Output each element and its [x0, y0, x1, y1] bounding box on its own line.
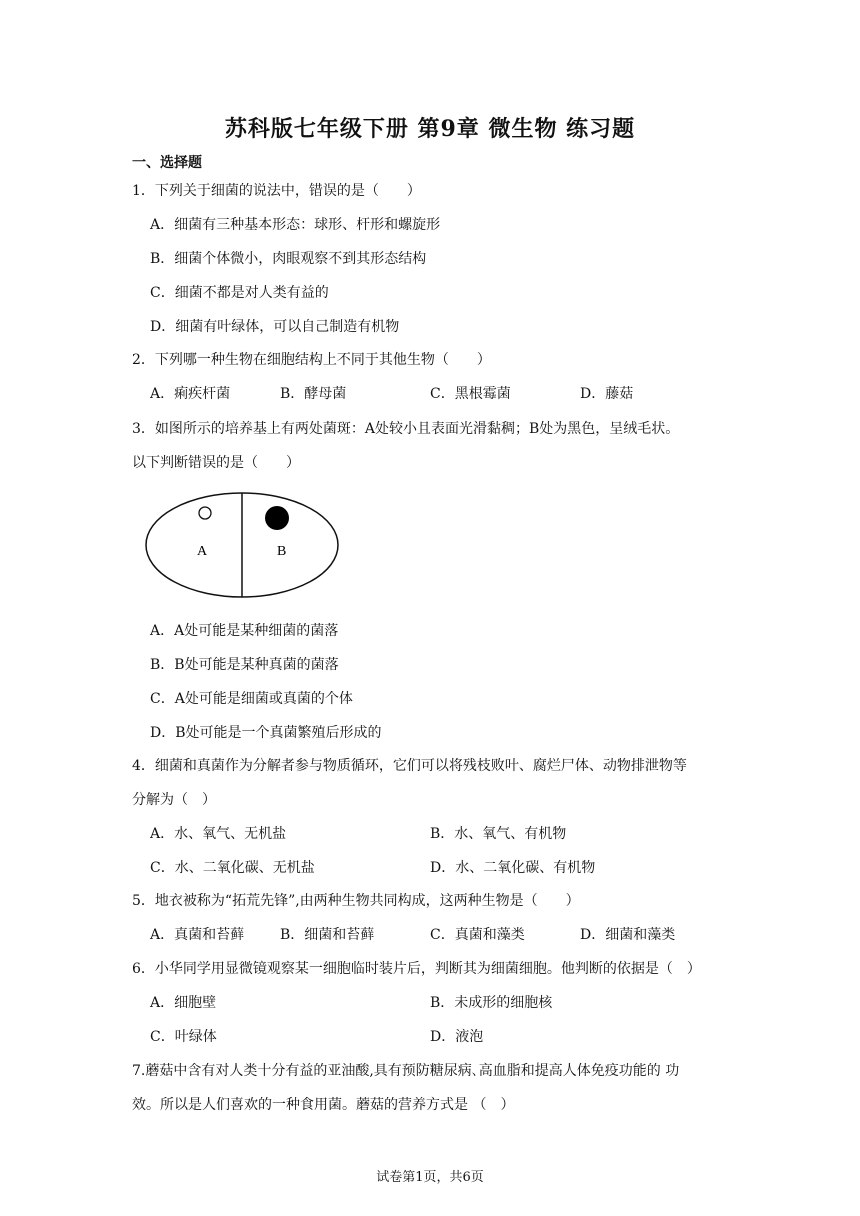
question-1-stem: 1．下列关于细菌的说法中，错误的是（ ）	[132, 183, 421, 199]
colony-a	[199, 507, 211, 519]
question-4-option-c: C．水、二氧化碳、无机盐	[150, 860, 315, 876]
question-3-stem-line-2: 以下判断错误的是（ ）	[132, 455, 300, 471]
question-5-option-b: B．细菌和苔藓	[280, 927, 375, 943]
question-6-option-b: B．未成形的细胞核	[430, 995, 553, 1011]
question-6-option-d: D．液泡	[430, 1029, 484, 1045]
question-3-stem-line-1: 3．如图所示的培养基上有两处菌斑：A处较小且表面光滑黏稠；B处为黑色，呈绒毛状。	[132, 421, 680, 437]
question-4-option-a: A．水、氧气、无机盐	[150, 826, 287, 842]
question-3-option-a: A．A处可能是某种细菌的菌落	[150, 623, 339, 639]
question-4-option-d: D．水、二氧化碳、有机物	[430, 860, 596, 876]
petri-dish-diagram	[142, 489, 342, 607]
question-5-stem: 5．地衣被称为“拓荒先锋”,由两种生物共同构成，这两种生物是（ ）	[132, 893, 580, 909]
question-1-option-d: D．细菌有叶绿体，可以自己制造有机物	[150, 319, 400, 335]
question-4-stem-line-1: 4．细菌和真菌作为分解者参与物质循环，它们可以将残枝败叶、腐烂尸体、动物排泄物等	[132, 758, 687, 774]
label-b: B	[277, 544, 287, 559]
question-2-option-b: B．酵母菌	[280, 386, 347, 402]
page-footer: 试卷第1页，共6页	[376, 1170, 484, 1185]
label-a: A	[197, 544, 208, 559]
question-1-option-c: C．细菌不都是对人类有益的	[150, 285, 329, 301]
question-1-option-b: B．细菌个体微小，肉眼观察不到其形态结构	[150, 251, 427, 267]
question-2-stem: 2．下列哪一种生物在细胞结构上不同于其他生物（ ）	[132, 352, 491, 368]
question-4-option-b: B．水、氧气、有机物	[430, 826, 567, 842]
question-2-option-a: A．痢疾杆菌	[150, 386, 231, 402]
question-3-option-d: D．B处可能是一个真菌繁殖后形成的	[150, 725, 382, 741]
question-7-stem-line-2: 效。所以是人们喜欢的一种食用菌。蘑菇的营养方式是 （ ）	[132, 1097, 515, 1113]
question-6-option-c: C．叶绿体	[150, 1029, 217, 1045]
colony-b	[265, 506, 289, 530]
page-title: 苏科版七年级下册 第9章 微生物 练习题	[224, 116, 636, 142]
question-7-stem-line-1: 7.蘑菇中含有对人类十分有益的亚油酸,具有预防糖尿病､高血脂和提高人体免疫功能的 功	[132, 1063, 680, 1079]
question-3-option-c: C．A处可能是细菌或真菌的个体	[150, 691, 353, 707]
section-heading: 一、选择题	[132, 155, 202, 171]
question-5-option-c: C．真菌和藻类	[430, 927, 525, 943]
question-2-option-d: D．藤菇	[580, 386, 634, 402]
question-5-option-d: D．细菌和藻类	[580, 927, 676, 943]
question-4-stem-line-2: 分解为（ ）	[132, 792, 216, 808]
question-5-option-a: A．真菌和苔藓	[150, 927, 245, 943]
question-2-option-c: C．黑根霉菌	[430, 386, 511, 402]
question-6-stem: 6．小华同学用显微镜观察某一细胞临时装片后，判断其为细菌细胞。他判断的依据是（ ）	[132, 961, 701, 977]
question-1-option-a: A．细菌有三种基本形态：球形、杆形和螺旋形	[150, 217, 441, 233]
question-3-option-b: B．B处可能是某种真菌的菌落	[150, 657, 339, 673]
question-6-option-a: A．细胞壁	[150, 995, 217, 1011]
